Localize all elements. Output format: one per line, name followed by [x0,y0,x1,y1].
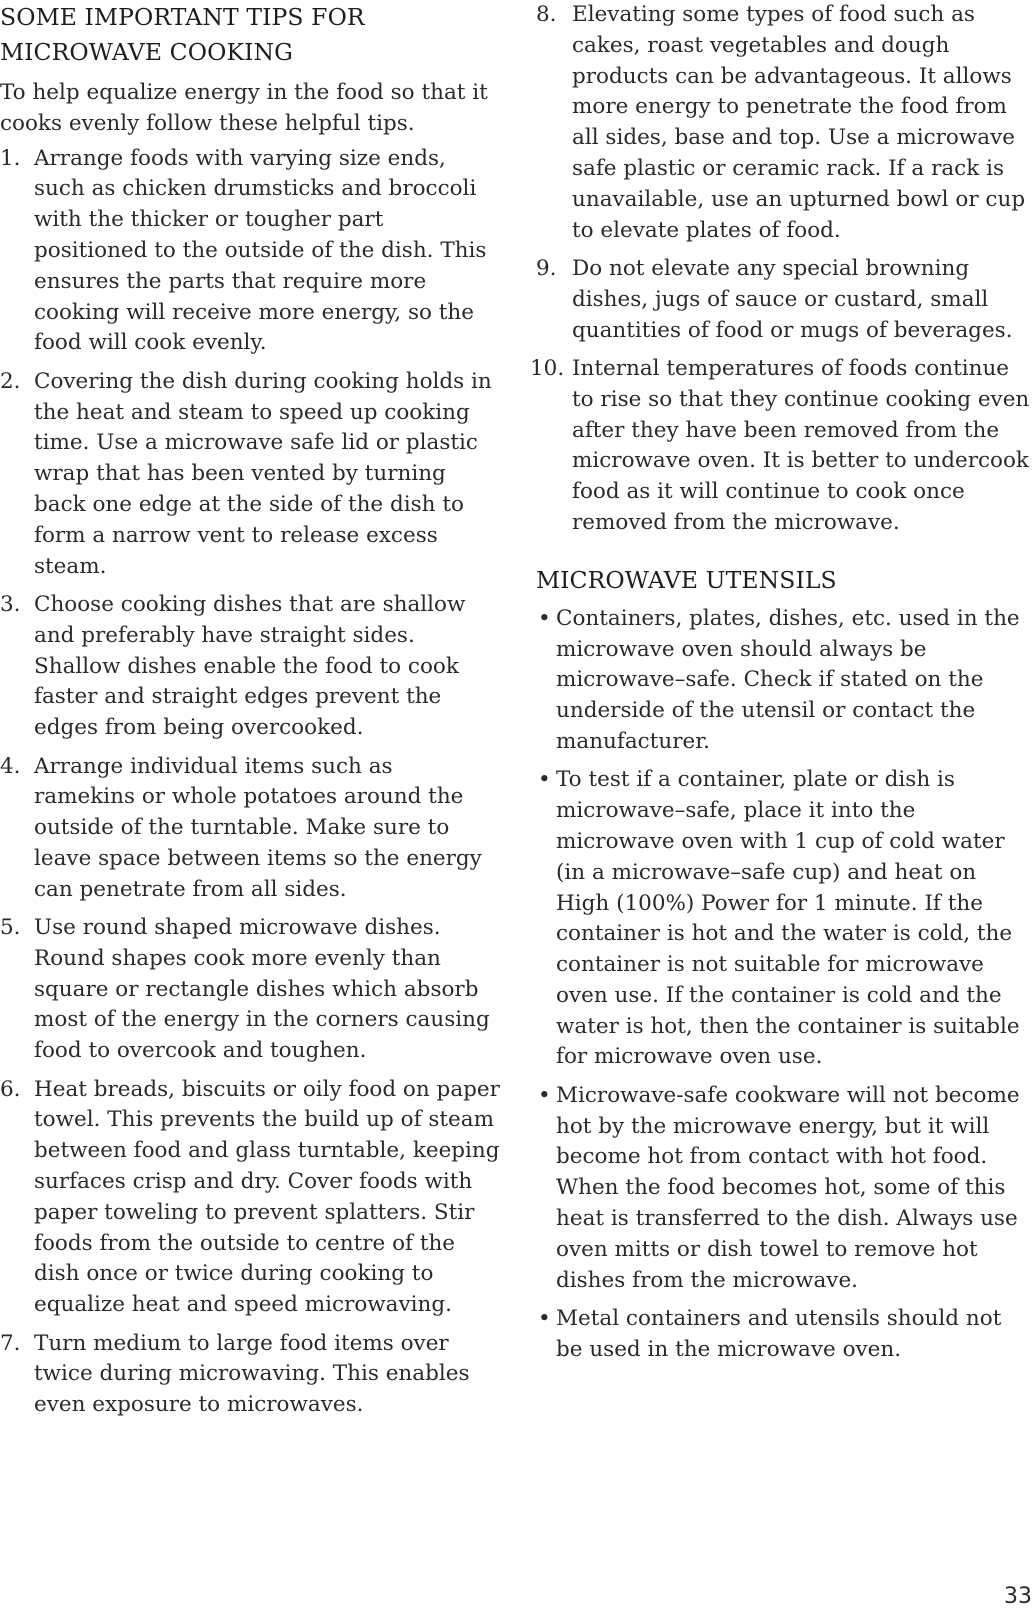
bullet-icon: • [538,1306,551,1332]
bullet-icon: • [538,605,551,631]
utensils-heading: MICROWAVE UTENSILS [536,565,837,594]
tip-number: 8. [536,2,557,27]
tip-number: 7. [0,1330,21,1356]
tip-number: 2. [0,368,21,394]
tip-text: Choose cooking dishes that are shallow and preferably have straight sides. Shallow dishes enable the food to cook faster and straight edges prevent the edges from being overcooked. [34,591,466,741]
page-number: 33 [1004,1584,1032,1609]
tip-number: 4. [0,753,21,779]
utensil-text: Metal containers and utensils should not be used in the microwave oven. [556,1306,1002,1362]
tip-number: 3. [0,591,21,617]
tip-text: Covering the dish during cooking holds in the heat and steam to speed up cooking time. Use a microwave safe lid or plastic wrap that has been vented by turning back one edge at the side of the dish to form a narrow vent to release excess steam. [34,368,492,579]
tip-item [0,367,500,583]
tip-item [536,254,1032,346]
tip-item [0,752,500,906]
utensil-text: Microwave-safe cookware will not become hot by the microwave energy, but it will become hot from contact with hot food. When the food becomes hot, some of this heat is transferred to the dish. Always use oven mitts or dish towel to remove hot dishes from the microwave. [556,1082,1020,1293]
utensil-text: To test if a container, plate or dish is microwave–safe, place it into the microwave oven with 1 cup of cold water (in a microwave–safe cup) and heat on High (100%) Power for 1 minute. If the container is hot and the water is cold, the container is not suitable for microwave oven use. If the container is cold and the water is hot, then the container is suitable for microwave oven use. [556,767,1020,1070]
right-column [530,0,1032,1373]
tip-text: Arrange foods with varying size ends, such as chicken drumsticks and broccoli with the thicker or tougher part positioned to the outside of the dish. This ensures the parts that require more cooking will receive more energy, so the food will cook evenly. [34,145,487,356]
tip-number: 5. [0,915,21,941]
tip-item [0,1329,500,1421]
tip-item [0,590,500,744]
tips-intro: To help equalize energy in the food so that it cooks evenly follow these helpful tips. [0,80,488,136]
tip-number: 1. [0,145,21,171]
utensil-item [536,1081,1032,1297]
bullet-icon: • [538,1082,551,1108]
tip-text: Turn medium to large food items over twice during microwaving. This enables even exposure to microwaves. [34,1330,470,1418]
utensil-item [536,604,1032,758]
tips-heading: SOME IMPORTANT TIPS FOR MICROWAVE COOKING [0,3,365,66]
tip-number: 9. [536,255,557,281]
tip-text: Use round shaped microwave dishes. Round shapes cook more evenly than square or rectangle dishes which absorb most of the energy in the corners causing food to overcook and toughen. [34,915,490,1064]
tip-number: 6. [0,1076,21,1102]
tip-item [0,1075,500,1321]
tip-text: Arrange individual items such as ramekins or whole potatoes around the outside of the turntable. Make sure to leave space between items so the energy can penetrate from all sides. [34,753,482,902]
tip-item [0,913,500,1067]
tip-item [0,144,500,360]
tip-text: Elevating some types of food such as cakes, roast vegetables and dough products can be advantageous. It allows more energy to penetrate the food from all sides, base and top. Use a microwave safe plastic or ceramic rack. If a rack is unavailable, use an upturned bowl or cup to elevate plates of food. [572,2,1026,243]
utensils-list [536,604,1032,1366]
tip-number: 10. [530,355,565,381]
utensil-item [536,765,1032,1073]
tips-list-right [530,0,1032,539]
tip-item [530,354,1032,539]
utensil-item [536,1304,1032,1366]
tip-text: Heat breads, biscuits or oily food on paper towel. This prevents the build up of steam between food and glass turntable, keeping surfaces crisp and dry. Cover foods with paper toweling to prevent splatters. Stir foods from the outside to centre of the dish once or twice during cooking to equalize heat and speed microwaving. [34,1076,500,1318]
tip-item [536,0,1032,246]
tips-list-left [0,144,500,1421]
tip-text: Internal temperatures of foods continue to rise so that they continue cooking even after they have been removed from the microwave oven. It is better to undercook food as it will continue to cook once removed from the microwave. [572,355,1030,535]
bullet-icon: • [538,767,551,793]
utensil-text: Containers, plates, dishes, etc. used in the microwave oven should always be microwave–safe. Check if stated on the underside of the utensil or contact the manufacturer. [556,605,1020,754]
tip-text: Do not elevate any special browning dishes, jugs of sauce or custard, small quantities of food or mugs of beverages. [572,255,1013,343]
left-column [0,0,500,1429]
